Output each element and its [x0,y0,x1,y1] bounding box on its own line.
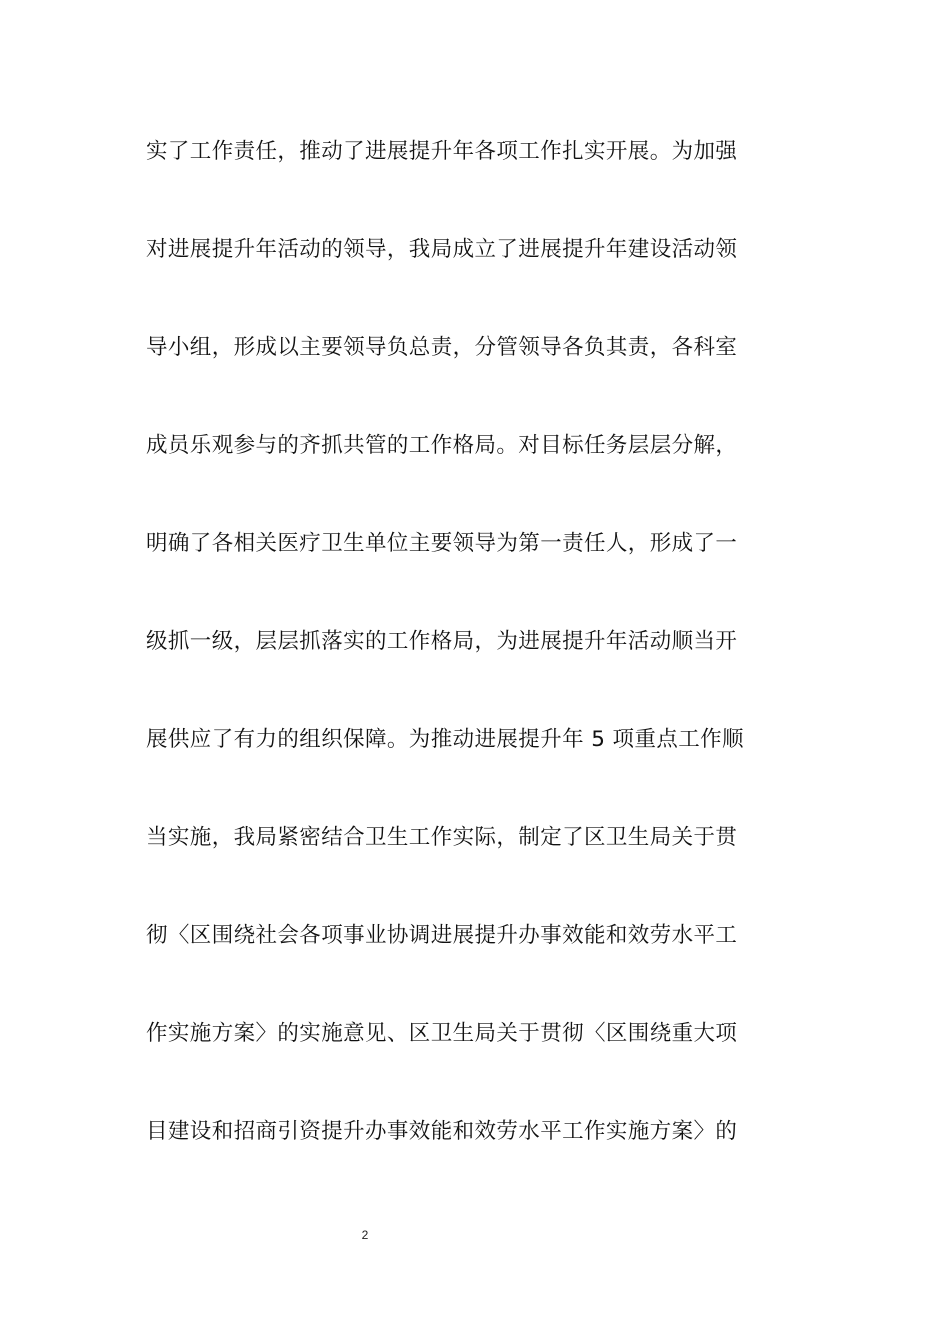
text-line: 彻〈区围绕社会各项事业协调进展提升办事效能和效劳水平工 [146,923,738,948]
page-number: 2 [361,1228,369,1242]
text-line: 级抓一级，层层抓落实的工作格局，为进展提升年活动顺当开 [146,629,738,654]
text-line: 成员乐观参与的齐抓共管的工作格局。对目标任务层层分解， [146,433,738,458]
text-line: 对进展提升年活动的领导，我局成立了进展提升年建设活动领 [146,237,738,262]
body-text [146,132,811,1210]
text-line: 展供应了有力的组织保障。为推动进展提升年 5 项重点工作顺 [146,727,744,752]
text-line: 导小组，形成以主要领导负总责，分管领导各负其责，各科室 [146,335,738,360]
text-line: 作实施方案〉的实施意见、区卫生局关于贯彻〈区围绕重大项 [146,1021,738,1046]
text-line: 目建设和招商引资提升办事效能和效劳水平工作实施方案〉的 [146,1119,738,1144]
text-line: 明确了各相关医疗卫生单位主要领导为第一责任人，形成了一 [146,531,738,556]
text-line: 实了工作责任，推动了进展提升年各项工作扎实开展。为加强 [146,139,738,164]
text-line: 当实施，我局紧密结合卫生工作实际，制定了区卫生局关于贯 [146,825,738,850]
